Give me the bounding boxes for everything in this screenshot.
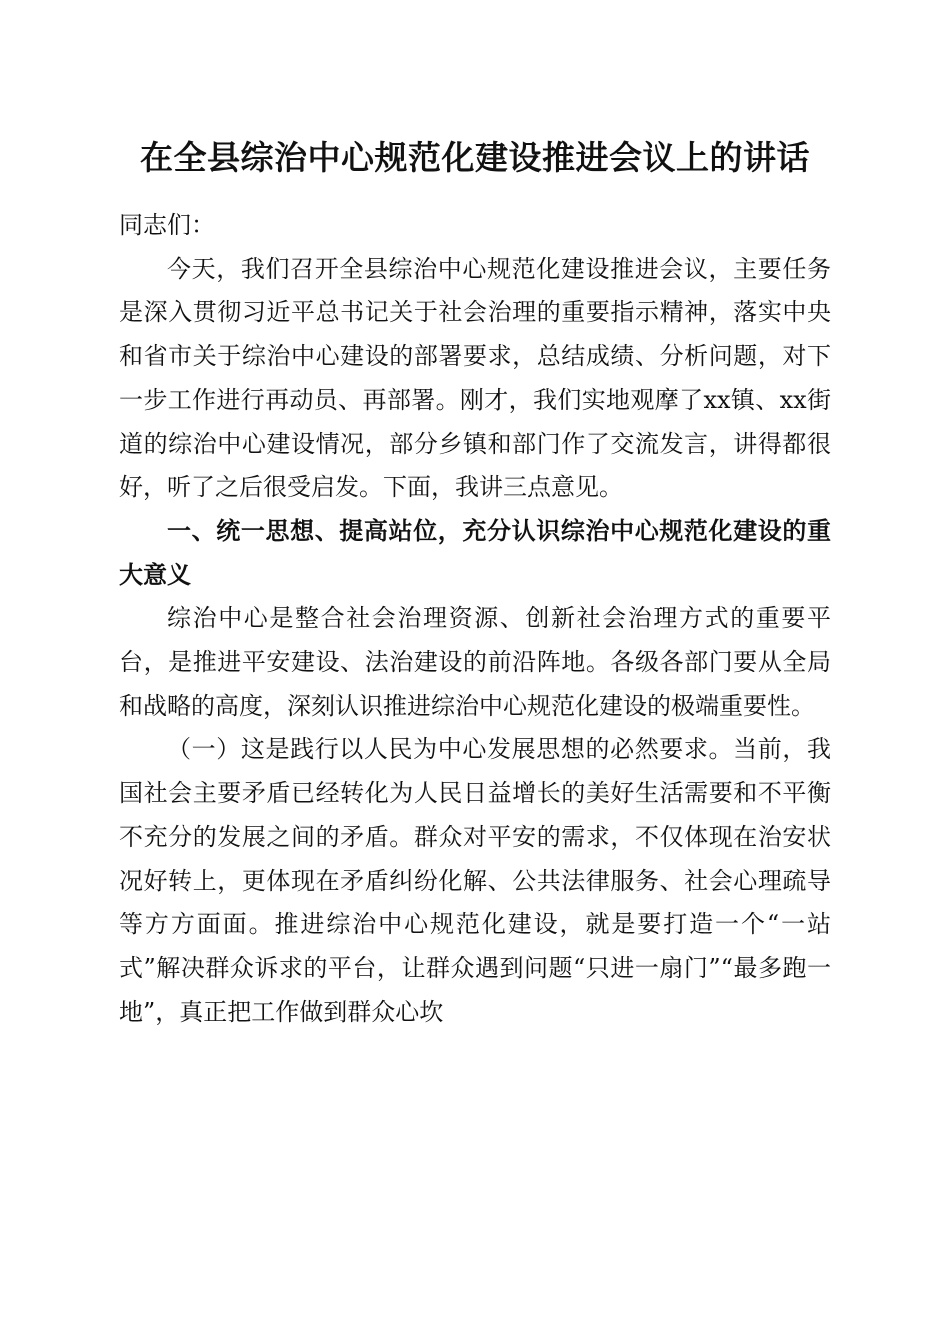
section-1-heading: 一、统一思想、提高站位，充分认识综治中心规范化建设的重大意义 (119, 516, 831, 589)
document-title: 在全县综治中心规范化建设推进会议上的讲话 (140, 138, 810, 177)
intro-paragraph: 今天，我们召开全县综治中心规范化建设推进会议，主要任务是深入贯彻习近平总书记关于社会治理的重要指示精神，落实中央和省市关于综治中心建设的部署要求，总结成绩、分析问题，对下一步工作进行再动员、再部署。刚才，我们实地观摩了xx镇、xx街道的综治中心建设情况，部分乡镇和部门作了交流发言，讲得都很好，听了之后很受启发。下面，我讲三点意见。 (119, 254, 831, 502)
document-body (119, 204, 831, 1034)
point-1-paragraph: （一）这是践行以人民为中心发展思想的必然要求。当前，我国社会主要矛盾已经转化为人民日益增长的美好生活需要和不平衡不充分的发展之间的矛盾。群众对平安的需求，不仅体现在治安状况好转上，更体现在矛盾纠纷化解、公共法律服务、社会心理疏导等方方面面。推进综治中心规范化建设，就是要打造一个“一站式”解决群众诉求的平台，让群众遇到问题“只进一扇门”“最多跑一地”，真正把工作做到群众心坎 (119, 735, 831, 1026)
section-1-paragraph: 综治中心是整合社会治理资源、创新社会治理方式的重要平台，是推进平安建设、法治建设的前沿阵地。各级各部门要从全局和战略的高度，深刻认识推进综治中心规范化建设的极端重要性。 (119, 604, 831, 720)
salutation: 同志们： (119, 211, 215, 239)
